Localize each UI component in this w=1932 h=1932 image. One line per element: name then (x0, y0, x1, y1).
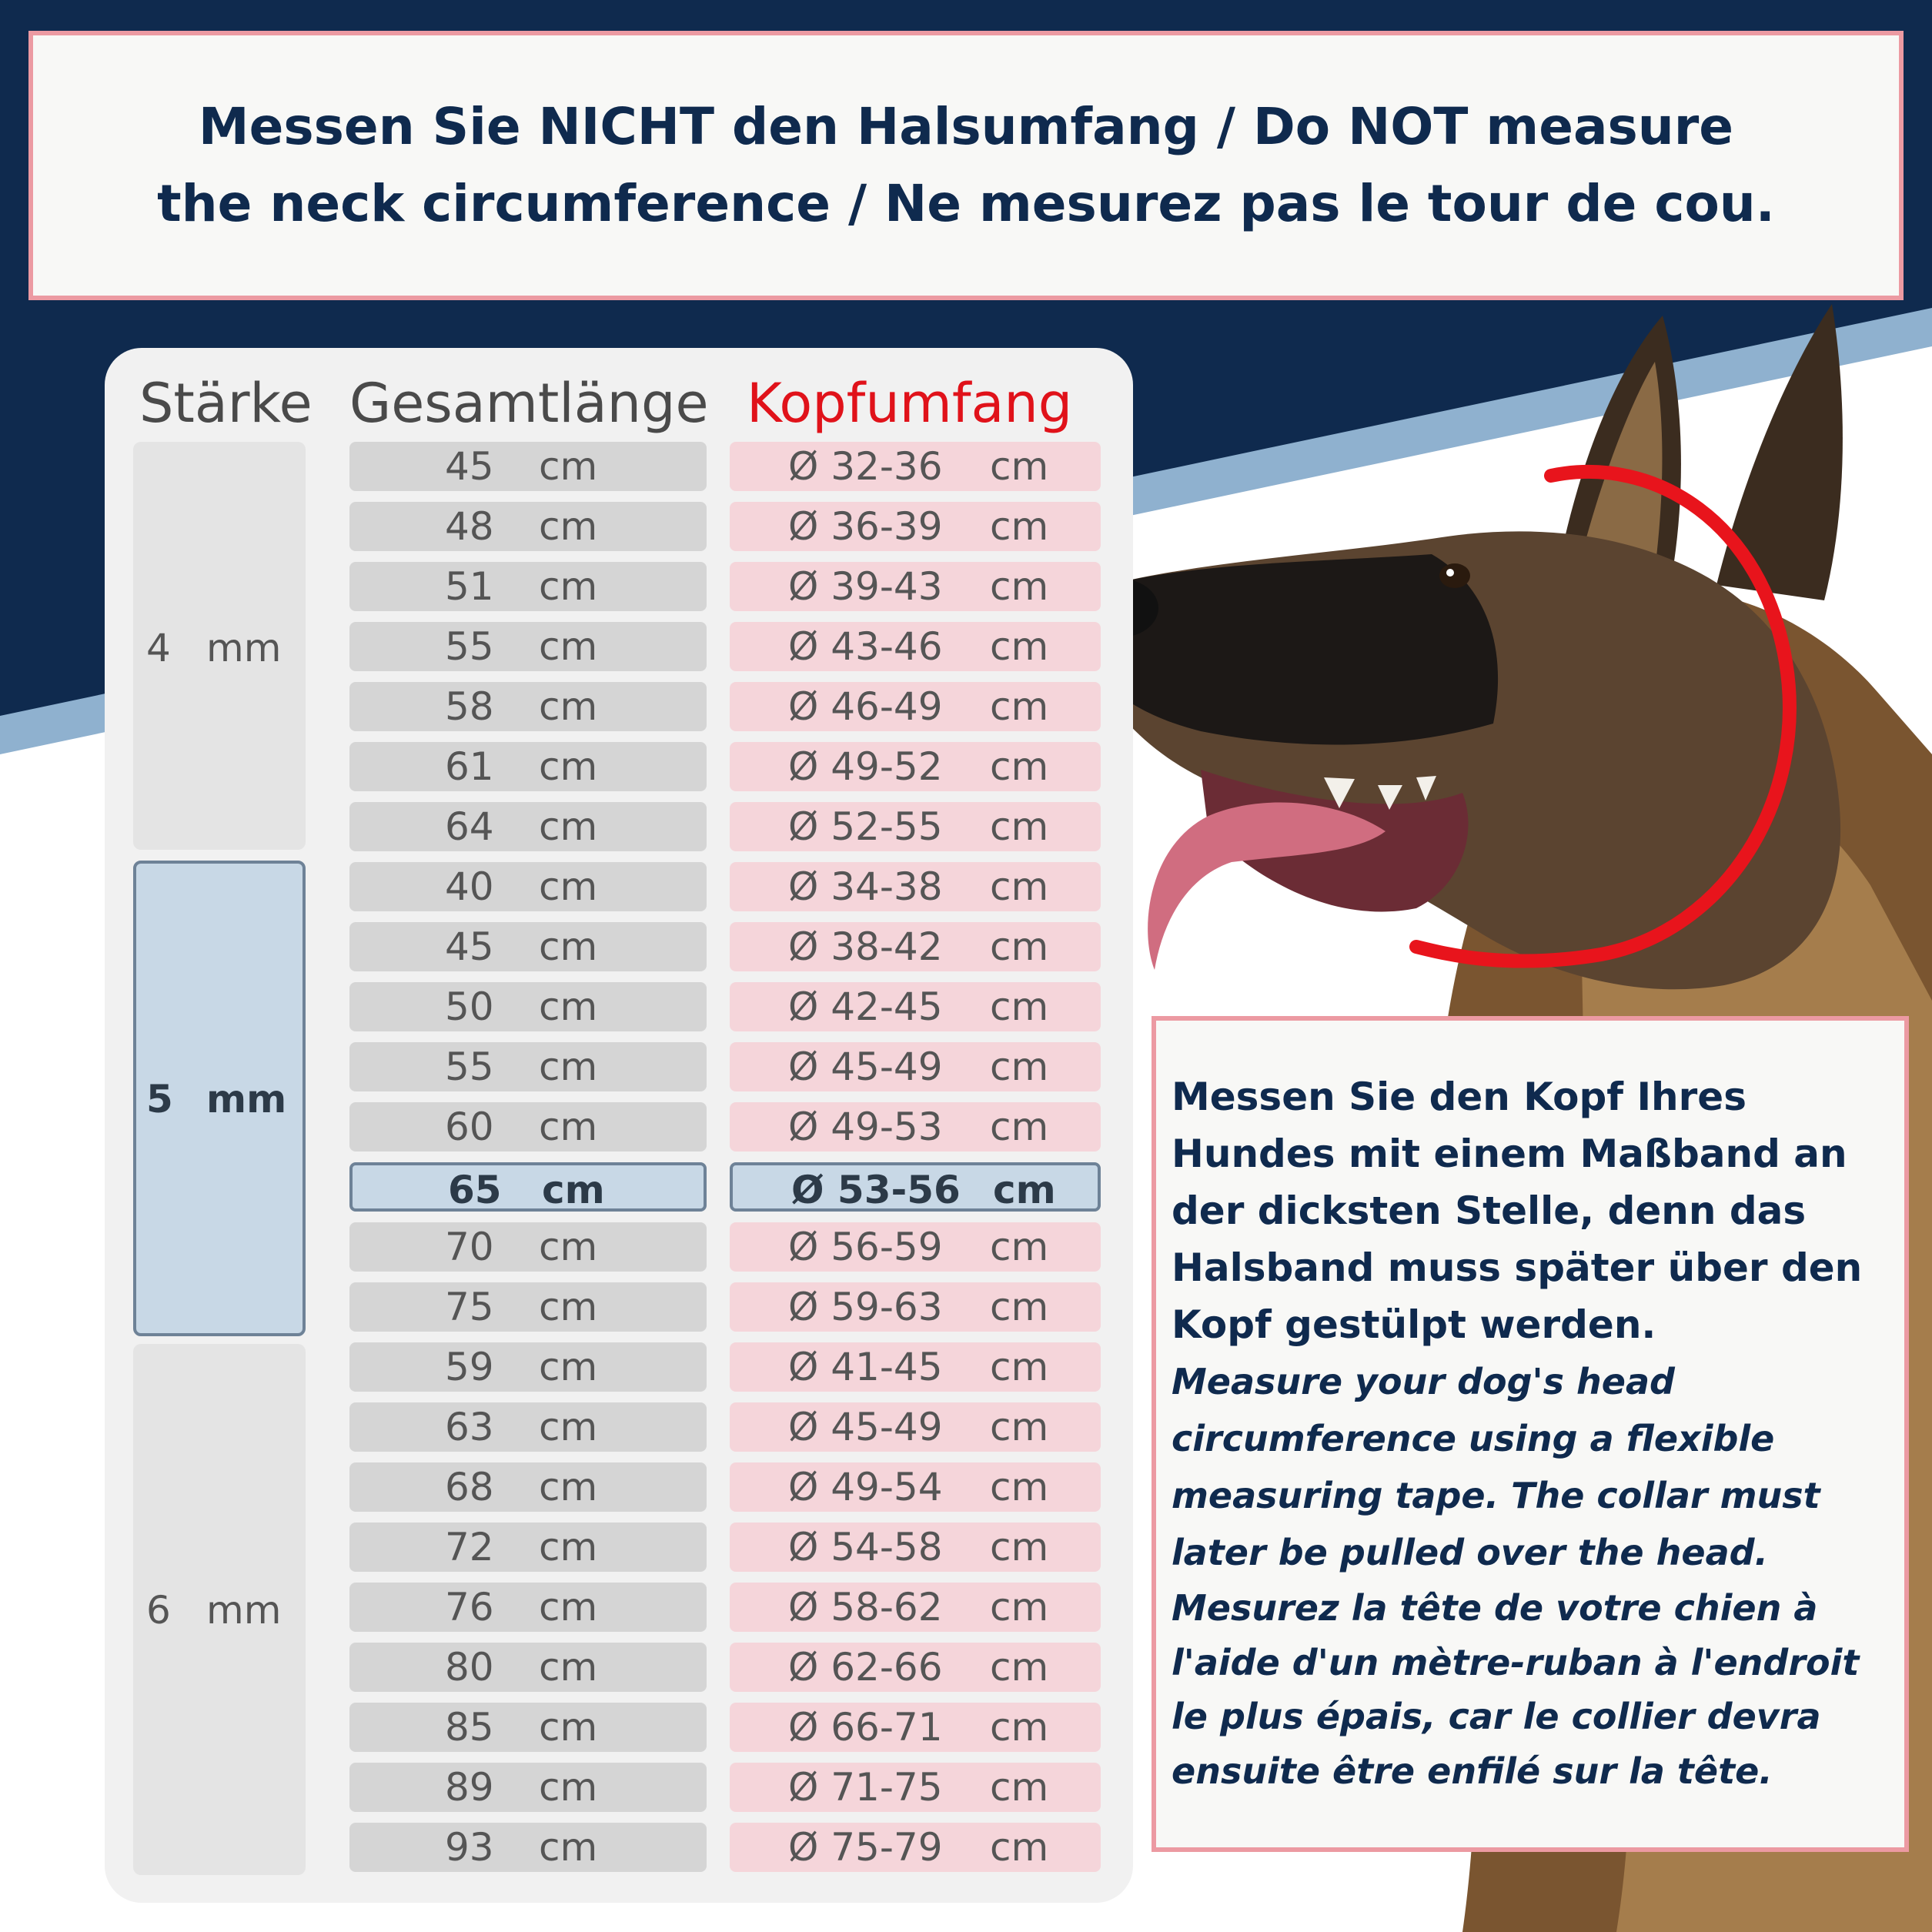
head-circumference-cell[interactable] (730, 682, 1101, 731)
total-length-value: 48 (445, 504, 494, 549)
total-length-cell[interactable] (349, 1402, 707, 1452)
head-circumference-unit: cm (990, 1405, 1049, 1449)
group-label-6-num: 6 (146, 1588, 171, 1633)
total-length-cell[interactable] (349, 1763, 707, 1812)
total-length-value: 89 (445, 1765, 494, 1810)
head-circumference-cell[interactable] (730, 1583, 1101, 1632)
head-circumference-unit: cm (990, 444, 1049, 489)
total-length-cell[interactable] (349, 1042, 707, 1091)
head-circumference-cell[interactable] (730, 1342, 1101, 1392)
group-label-4-unit: mm (206, 626, 282, 670)
total-length-value: 59 (445, 1345, 494, 1389)
total-length-unit: cm (539, 1765, 598, 1810)
group-label-5-num: 5 (146, 1077, 173, 1121)
total-length-unit: cm (539, 1345, 598, 1389)
head-circumference-value: Ø 49-53 (788, 1105, 943, 1149)
head-circumference-value: Ø 59-63 (788, 1285, 943, 1329)
head-circumference-unit: cm (990, 1225, 1049, 1269)
head-circumference-value: Ø 39-43 (788, 564, 943, 609)
total-length-cell[interactable] (349, 562, 707, 611)
total-length-value: 70 (445, 1225, 494, 1269)
head-circumference-cell[interactable] (730, 1402, 1101, 1452)
total-length-value: 51 (445, 564, 494, 609)
total-length-cell[interactable] (349, 922, 707, 971)
total-length-unit: cm (539, 864, 598, 909)
total-length-unit: cm (539, 1825, 598, 1870)
head-circumference-cell[interactable] (730, 1102, 1101, 1152)
total-length-value: 80 (445, 1645, 494, 1690)
total-length-cell[interactable] (349, 982, 707, 1031)
total-length-cell[interactable] (349, 1102, 707, 1152)
head-circumference-value: Ø 34-38 (788, 864, 943, 909)
total-length-value: 93 (445, 1825, 494, 1870)
total-length-unit: cm (539, 1045, 598, 1089)
head-circumference-value: Ø 45-49 (788, 1045, 943, 1089)
group-label-6-unit: mm (206, 1588, 282, 1633)
head-circumference-value: Ø 56-59 (788, 1225, 943, 1269)
instructions-fr: Mesurez la tête de votre chien à l'aide d'un mètre-ruban à l'endroit le plus épais, car le collier devra ensuite être enfilé sur la tête. (1172, 1587, 1860, 1792)
total-length-value: 45 (445, 444, 494, 489)
total-length-value: 64 (445, 804, 494, 849)
total-length-unit: cm (539, 1105, 598, 1149)
head-circumference-unit: cm (990, 1645, 1049, 1690)
head-circumference-unit: cm (990, 624, 1049, 669)
head-circumference-unit: cm (990, 1525, 1049, 1569)
total-length-unit: cm (539, 744, 598, 789)
total-length-unit: cm (539, 624, 598, 669)
head-circumference-value: Ø 75-79 (788, 1825, 943, 1870)
total-length-unit: cm (539, 1585, 598, 1629)
head-circumference-cell[interactable] (730, 1763, 1101, 1812)
total-length-cell[interactable] (349, 802, 707, 851)
head-circumference-unit: cm (990, 1345, 1049, 1389)
head-circumference-cell[interactable] (730, 1042, 1101, 1091)
total-length-value: 65 (448, 1168, 502, 1212)
head-circumference-unit: cm (990, 744, 1049, 789)
total-length-cell[interactable] (349, 1703, 707, 1752)
total-length-cell[interactable] (349, 862, 707, 911)
head-circumference-unit: cm (990, 684, 1049, 729)
head-circumference-unit: cm (990, 1045, 1049, 1089)
measuring-instructions (1152, 1016, 1909, 1852)
header-total-length: Gesamtlänge (349, 372, 709, 435)
head-circumference-value: Ø 58-62 (788, 1585, 943, 1629)
head-circumference-cell[interactable] (730, 442, 1101, 491)
total-length-cell[interactable] (349, 622, 707, 671)
total-length-value: 60 (445, 1105, 494, 1149)
head-circumference-value: Ø 46-49 (788, 684, 943, 729)
head-circumference-value: Ø 49-54 (788, 1465, 943, 1509)
head-circumference-unit: cm (990, 984, 1049, 1029)
header-thickness: Stärke (139, 372, 313, 435)
head-circumference-cell[interactable] (730, 862, 1101, 911)
instructions-de: Messen Sie den Kopf Ihres Hundes mit einem Maßband an der dicksten Stelle, denn das Halsband muss später über den Kopf gestülpt werden. (1172, 1075, 1863, 1347)
head-circumference-unit: cm (990, 1765, 1049, 1810)
head-circumference-value: Ø 45-49 (788, 1405, 943, 1449)
total-length-cell[interactable] (349, 1823, 707, 1872)
head-circumference-cell[interactable] (730, 982, 1101, 1031)
head-circumference-cell[interactable] (730, 502, 1101, 551)
total-length-value: 55 (445, 1045, 494, 1089)
head-circumference-unit: cm (990, 504, 1049, 549)
head-circumference-unit: cm (990, 864, 1049, 909)
total-length-cell[interactable] (349, 442, 707, 491)
head-circumference-cell[interactable] (730, 1823, 1101, 1872)
instructions-en: Measure your dog's head circumference using a flexible measuring tape. The collar must later be pulled over the head. (1172, 1361, 1820, 1573)
total-length-cell[interactable] (349, 682, 707, 731)
head-circumference-value: Ø 53-56 (791, 1168, 961, 1212)
head-circumference-unit: cm (993, 1168, 1056, 1212)
head-circumference-cell[interactable] (730, 562, 1101, 611)
total-length-cell[interactable] (349, 1342, 707, 1392)
total-length-cell[interactable] (349, 1162, 707, 1212)
total-length-cell[interactable] (349, 1583, 707, 1632)
head-circumference-value: Ø 62-66 (788, 1645, 943, 1690)
total-length-value: 63 (445, 1405, 494, 1449)
head-circumference-unit: cm (990, 804, 1049, 849)
head-circumference-value: Ø 52-55 (788, 804, 943, 849)
total-length-unit: cm (539, 504, 598, 549)
head-circumference-cell[interactable] (730, 742, 1101, 791)
total-length-value: 68 (445, 1465, 494, 1509)
total-length-unit: cm (539, 1465, 598, 1509)
head-circumference-value: Ø 36-39 (788, 504, 943, 549)
head-circumference-unit: cm (990, 1705, 1049, 1750)
total-length-value: 76 (445, 1585, 494, 1629)
head-circumference-cell[interactable] (730, 1462, 1101, 1512)
head-circumference-value: Ø 54-58 (788, 1525, 943, 1569)
total-length-unit: cm (539, 984, 598, 1029)
total-length-unit: cm (539, 1705, 598, 1750)
head-circumference-value: Ø 42-45 (788, 984, 943, 1029)
head-circumference-value: Ø 41-45 (788, 1345, 943, 1389)
head-circumference-value: Ø 71-75 (788, 1765, 943, 1810)
head-circumference-unit: cm (990, 1105, 1049, 1149)
total-length-cell[interactable] (349, 1643, 707, 1692)
total-length-unit: cm (539, 564, 598, 609)
head-circumference-value: Ø 38-42 (788, 924, 943, 969)
total-length-value: 61 (445, 744, 494, 789)
total-length-unit: cm (539, 804, 598, 849)
total-length-unit: cm (539, 1405, 598, 1449)
total-length-cell[interactable] (349, 1282, 707, 1332)
head-circumference-cell[interactable] (730, 1703, 1101, 1752)
head-circumference-unit: cm (990, 1465, 1049, 1509)
total-length-unit: cm (539, 684, 598, 729)
total-length-unit: cm (539, 1285, 598, 1329)
total-length-cell[interactable] (349, 1523, 707, 1572)
head-circumference-value: Ø 49-52 (788, 744, 943, 789)
total-length-value: 72 (445, 1525, 494, 1569)
head-circumference-cell[interactable] (730, 1222, 1101, 1272)
total-length-cell[interactable] (349, 502, 707, 551)
total-length-value: 58 (445, 684, 494, 729)
total-length-cell[interactable] (349, 1222, 707, 1272)
group-label-4-num: 4 (146, 626, 171, 670)
total-length-value: 85 (445, 1705, 494, 1750)
head-circumference-unit: cm (990, 924, 1049, 969)
total-length-value: 75 (445, 1285, 494, 1329)
total-length-cell[interactable] (349, 742, 707, 791)
total-length-unit: cm (539, 1525, 598, 1569)
total-length-unit: cm (539, 1645, 598, 1690)
head-circumference-cell[interactable] (730, 1643, 1101, 1692)
total-length-unit: cm (539, 1225, 598, 1269)
total-length-value: 55 (445, 624, 494, 669)
head-circumference-cell[interactable] (730, 922, 1101, 971)
header-head-circumference: Kopfumfang (747, 372, 1073, 435)
head-circumference-cell[interactable] (730, 1162, 1101, 1212)
total-length-unit: cm (542, 1168, 605, 1212)
banner-text: Messen Sie NICHT den Halsumfang / Do NOT measure the neck circumference / Ne mesurez pas le tour de cou. (157, 97, 1775, 233)
head-circumference-unit: cm (990, 564, 1049, 609)
head-circumference-value: Ø 43-46 (788, 624, 943, 669)
group-label-5-unit: mm (206, 1077, 287, 1121)
head-circumference-cell[interactable] (730, 1282, 1101, 1332)
total-length-value: 50 (445, 984, 494, 1029)
head-circumference-value: Ø 32-36 (788, 444, 943, 489)
head-circumference-cell[interactable] (730, 802, 1101, 851)
head-circumference-unit: cm (990, 1285, 1049, 1329)
warning-banner (28, 31, 1904, 300)
total-length-value: 45 (445, 924, 494, 969)
head-circumference-unit: cm (990, 1825, 1049, 1870)
head-circumference-cell[interactable] (730, 1523, 1101, 1572)
total-length-unit: cm (539, 444, 598, 489)
head-circumference-value: Ø 66-71 (788, 1705, 943, 1750)
total-length-cell[interactable] (349, 1462, 707, 1512)
total-length-unit: cm (539, 924, 598, 969)
head-circumference-unit: cm (990, 1585, 1049, 1629)
total-length-value: 40 (445, 864, 494, 909)
head-circumference-cell[interactable] (730, 622, 1101, 671)
